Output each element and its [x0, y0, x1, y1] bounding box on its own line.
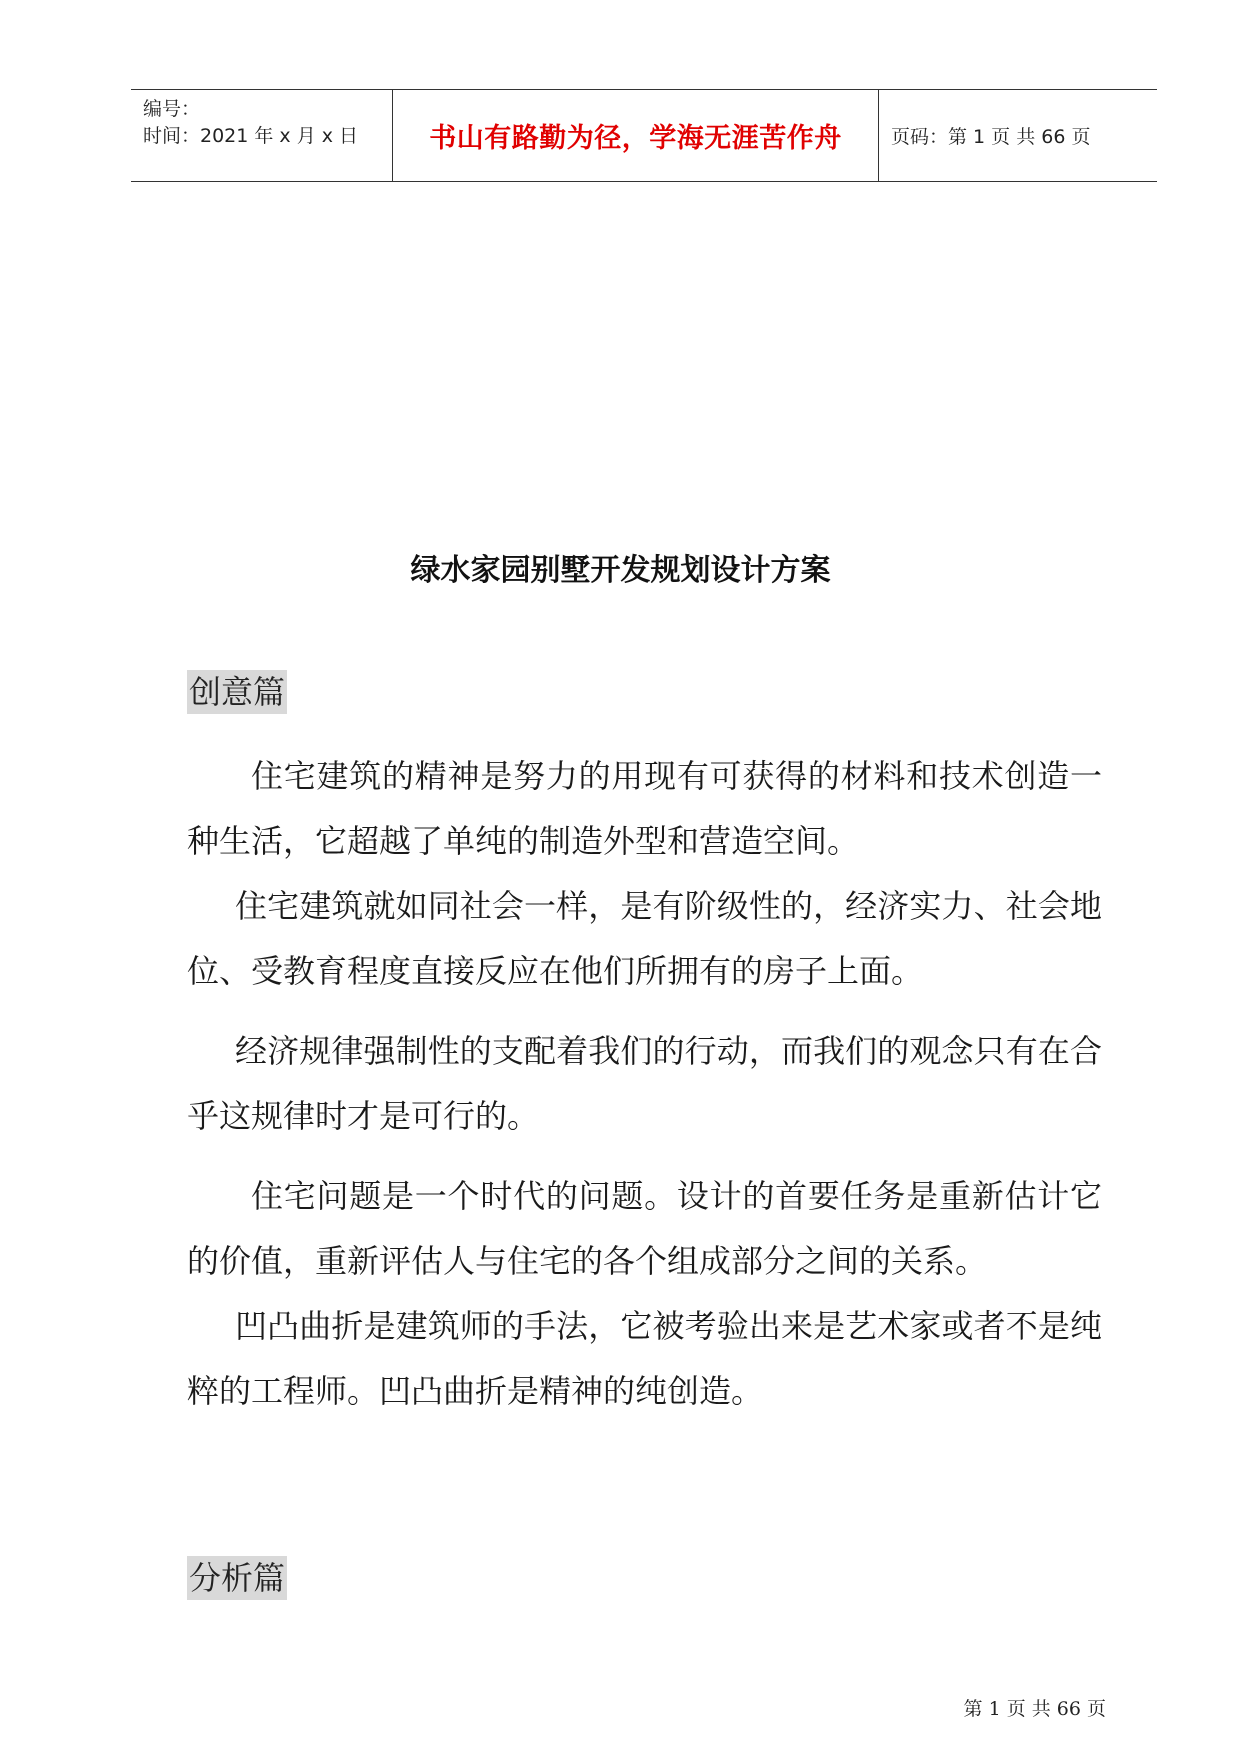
header-motto-cell — [393, 90, 879, 181]
document-date-label: 时间：2021 年 x 月 x 日 — [143, 125, 359, 147]
paragraph: 住宅建筑就如同社会一样，是有阶级性的，经济实力、社会地位、受教育程度直接反应在他们所拥有的房子上面。 — [187, 887, 1102, 990]
paragraph: 住宅建筑的精神是努力的用现有可获得的材料和技术创造一种生活，它超越了单纯的制造外型和营造空间。 — [187, 757, 1102, 860]
header-page-number: 页码：第 1 页 共 66 页 — [891, 126, 1091, 148]
section-heading-analysis: 分析篇 — [187, 1556, 287, 1600]
document-code-label: 编号： — [143, 98, 201, 120]
header-motto: 书山有路勤为径，学海无涯苦作舟 — [429, 123, 842, 154]
header-page-cell — [879, 90, 1157, 181]
header-meta-cell — [131, 90, 393, 181]
paragraph: 凹凸曲折是建筑师的手法，它被考验出来是艺术家或者不是纯粹的工程师。凹凸曲折是精神的纯创造。 — [187, 1307, 1102, 1410]
footer-page-number: 第 1 页 共 66 页 — [963, 1698, 1106, 1720]
paragraph: 经济规律强制性的支配着我们的行动，而我们的观念只有在合乎这规律时才是可行的。 — [187, 1032, 1102, 1135]
paragraph: 住宅问题是一个时代的问题。设计的首要任务是重新估计它的价值，重新评估人与住宅的各个组成部分之间的关系。 — [187, 1177, 1102, 1280]
section-heading-creative: 创意篇 — [187, 670, 287, 714]
page-header — [131, 89, 1157, 182]
document-title: 绿水家园别墅开发规划设计方案 — [410, 553, 831, 588]
